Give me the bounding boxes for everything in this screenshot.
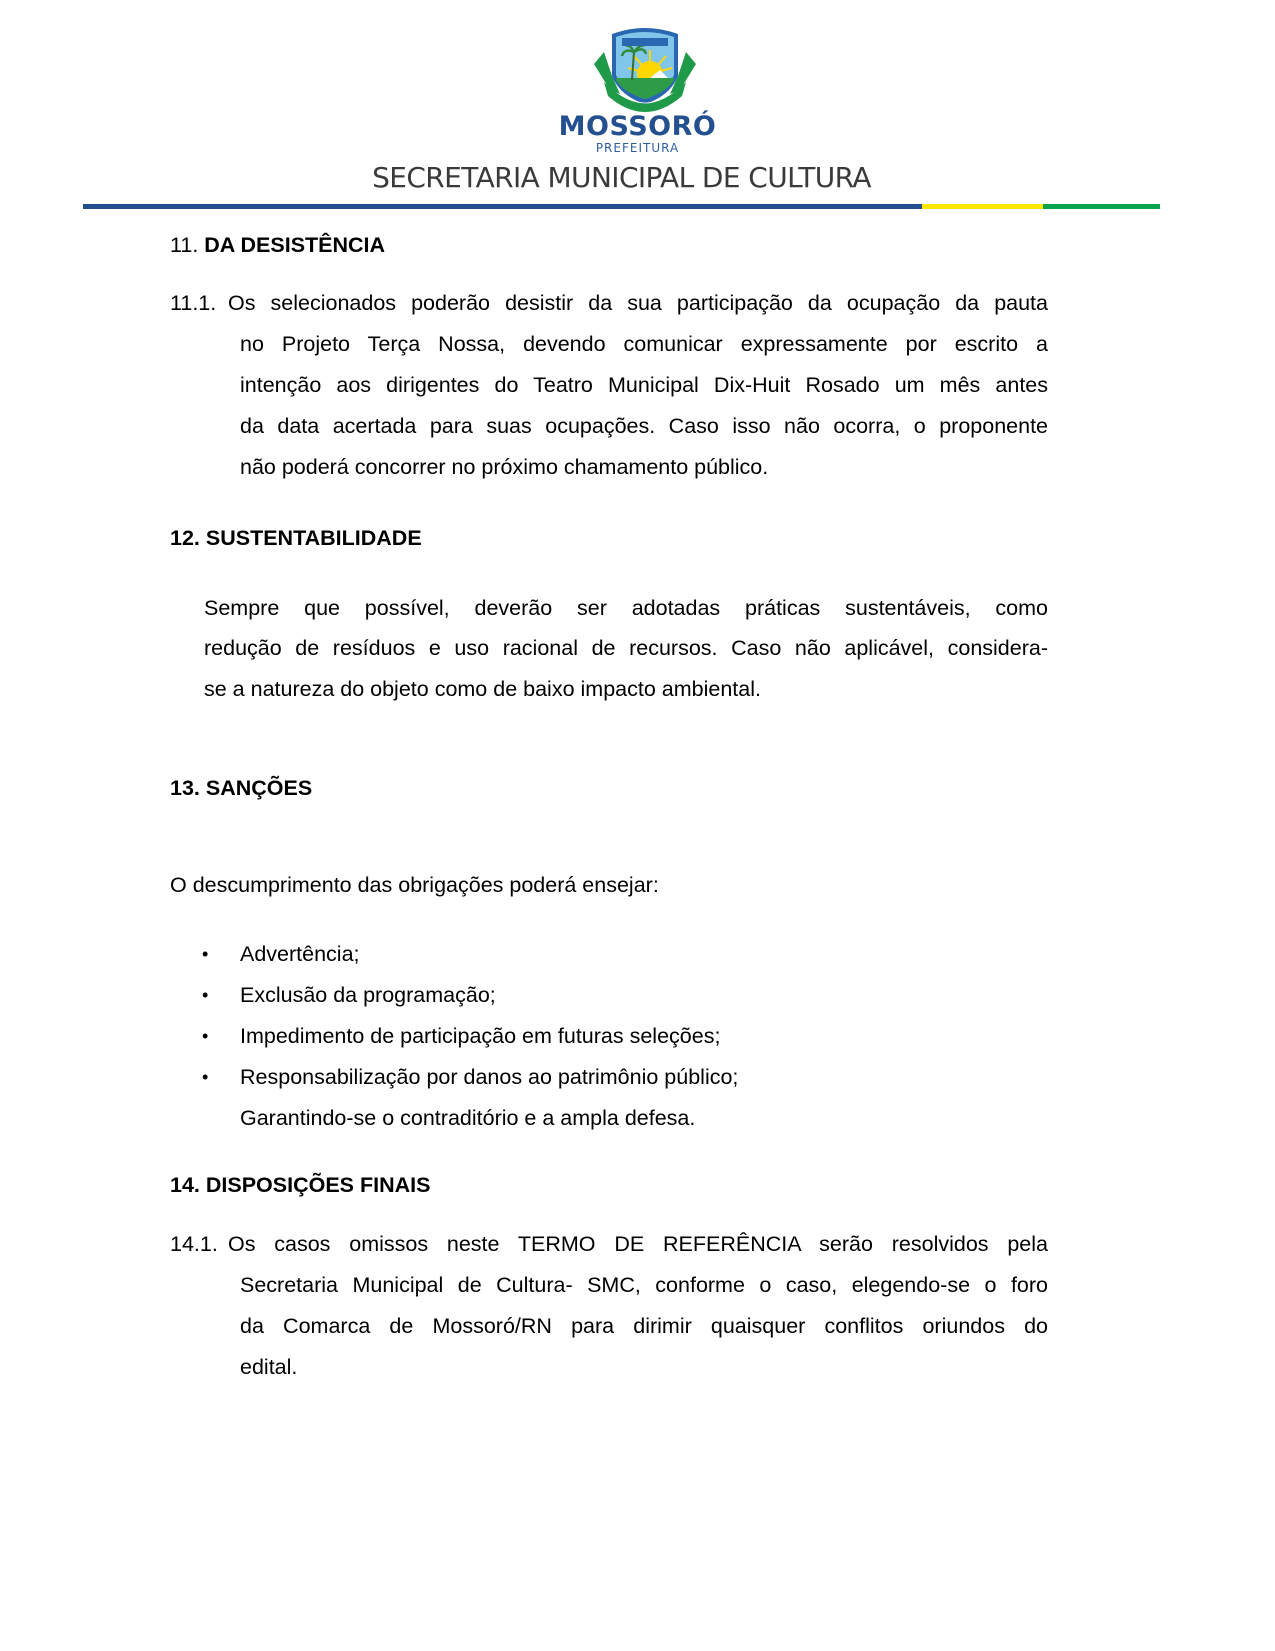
item-11-1-line: intenção aos dirigentes do Teatro Municipal Dix-Huit Rosado um mês antes xyxy=(240,373,1048,397)
section-11-title: DA DESISTÊNCIA xyxy=(204,233,386,257)
item-11-1-line: não poderá concorrer no próximo chamamento público. xyxy=(240,455,769,479)
section-12-title: 12. SUSTENTABILIDADE xyxy=(170,526,422,550)
section-12-line: Sempre que possível, deverão ser adotadas práticas sustentáveis, como xyxy=(204,596,1048,620)
section-12-line: redução de resíduos e uso racional de recursos. Caso não aplicável, considera- xyxy=(204,636,1048,660)
item-14-1-line: edital. xyxy=(240,1355,298,1379)
brand-subtitle: PREFEITURA xyxy=(595,141,680,155)
header-bar-green xyxy=(1043,204,1160,209)
sanction-text: Exclusão da programação; xyxy=(240,983,496,1007)
department-title: SECRETARIA MUNICIPAL DE CULTURA xyxy=(372,161,871,194)
item-14-1-line: Os casos omissos neste TERMO DE REFERÊNCIA serão resolvidos pela xyxy=(228,1232,1048,1256)
brand-name: MOSSORÓ xyxy=(558,111,717,142)
header-bar-blue xyxy=(83,204,922,209)
section-14-title: 14. DISPOSIÇÕES FINAIS xyxy=(170,1173,431,1197)
item-11-1-line: Os selecionados poderão desistir da sua participação da ocupação da pauta xyxy=(228,291,1048,315)
section-13-title: 13. SANÇÕES xyxy=(170,776,313,800)
item-11-1-line: no Projeto Terça Nossa, devendo comunicar expressamente por escrito a xyxy=(240,332,1048,356)
section-12-line: se a natureza do objeto como de baixo impacto ambiental. xyxy=(204,677,761,701)
bullet-icon: • xyxy=(202,1067,209,1087)
item-14-1-line: Secretaria Municipal de Cultura- SMC, conforme o caso, elegendo-se o foro xyxy=(240,1273,1048,1297)
bullet-icon: • xyxy=(202,1026,209,1046)
item-14-1-number: 14.1. xyxy=(170,1232,218,1256)
bullet-icon: • xyxy=(202,985,209,1005)
sanction-text: Advertência; xyxy=(240,942,360,966)
sanction-text: Impedimento de participação em futuras seleções; xyxy=(240,1024,721,1048)
bullet-icon: • xyxy=(202,944,209,964)
sanction-text: Responsabilização por danos ao patrimônio público; xyxy=(240,1065,739,1089)
item-11-1-line: da data acertada para suas ocupações. Caso isso não ocorra, o proponente xyxy=(240,414,1048,438)
letterhead xyxy=(0,0,1275,215)
section-13-closing: Garantindo-se o contraditório e a ampla defesa. xyxy=(240,1106,696,1130)
item-14-1-line: da Comarca de Mossoró/RN para dirimir quaisquer conflitos oriundos do xyxy=(240,1314,1048,1338)
header-bar-yellow xyxy=(922,204,1043,209)
municipal-crest-icon xyxy=(590,24,700,116)
section-11-heading xyxy=(170,232,385,258)
section-13-intro: O descumprimento das obrigações poderá ensejar: xyxy=(170,873,659,897)
section-11-number: 11. xyxy=(170,233,199,257)
item-11-1-number: 11.1. xyxy=(170,291,217,315)
